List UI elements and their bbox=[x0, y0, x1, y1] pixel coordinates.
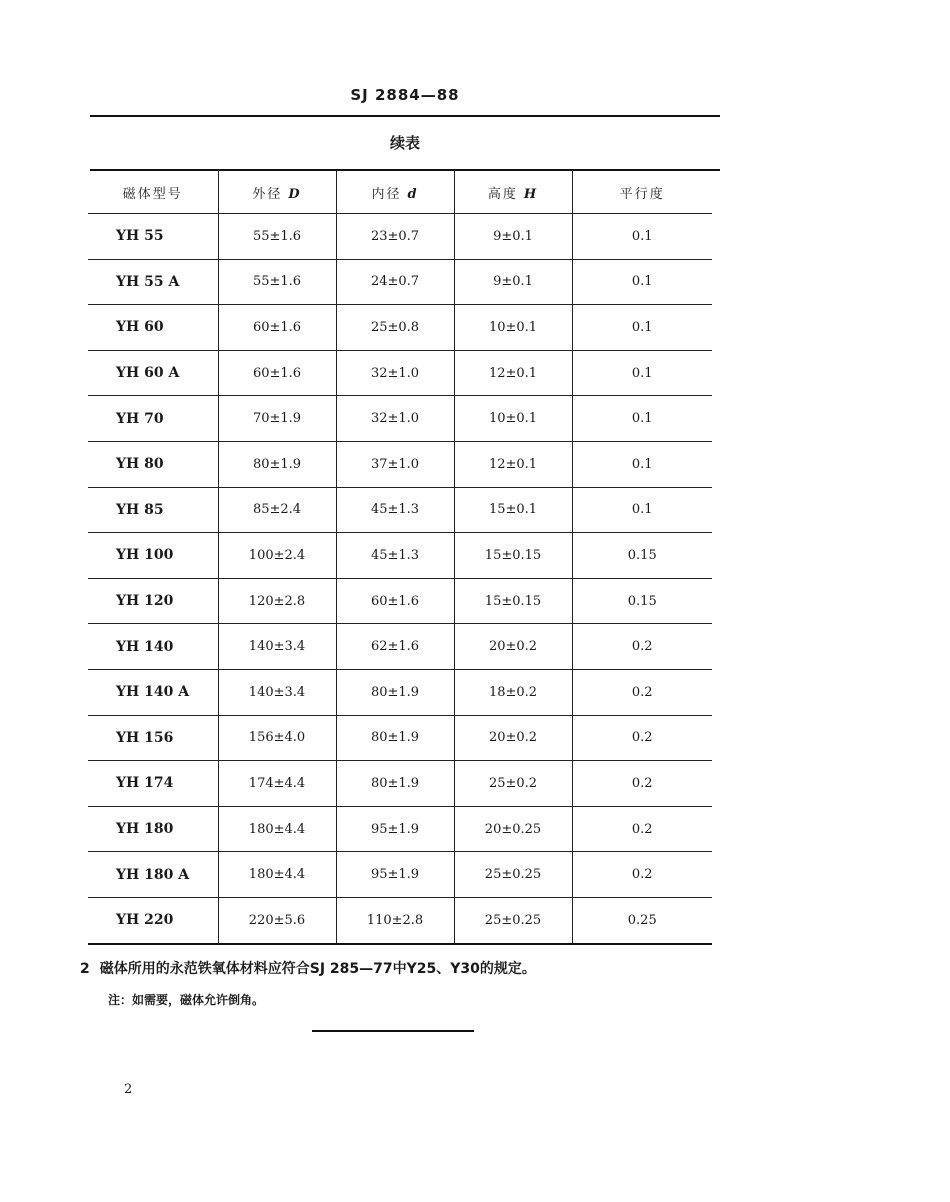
table-cell: 180±4.4 bbox=[218, 852, 336, 898]
magnet-model-cell: YH 85 bbox=[88, 487, 218, 533]
table-cell: 0.25 bbox=[572, 897, 712, 943]
magnet-model-cell: YH 55 bbox=[88, 214, 218, 260]
table-cell: 0.15 bbox=[572, 578, 712, 624]
magnet-model-cell: YH 120 bbox=[88, 578, 218, 624]
table-cell: 24±0.7 bbox=[336, 259, 454, 305]
magnet-model-cell: YH 100 bbox=[88, 533, 218, 579]
magnet-model-cell: YH 70 bbox=[88, 396, 218, 442]
table-cell: 0.2 bbox=[572, 806, 712, 852]
column-header bbox=[454, 171, 572, 214]
table-cell: 20±0.2 bbox=[454, 624, 572, 670]
table-cell: 0.1 bbox=[572, 214, 712, 260]
table-cell: 9±0.1 bbox=[454, 214, 572, 260]
table-row bbox=[88, 852, 712, 898]
magnet-model-cell: YH 180 bbox=[88, 806, 218, 852]
table-row bbox=[88, 578, 712, 624]
table-cell: 62±1.6 bbox=[336, 624, 454, 670]
magnet-model-cell: YH 174 bbox=[88, 761, 218, 807]
table-cell: 23±0.7 bbox=[336, 214, 454, 260]
table-cell: 0.2 bbox=[572, 761, 712, 807]
table-cell: 15±0.15 bbox=[454, 578, 572, 624]
table-cell: 80±1.9 bbox=[336, 761, 454, 807]
table-row bbox=[88, 806, 712, 852]
table-cell: 15±0.1 bbox=[454, 487, 572, 533]
table-row bbox=[88, 761, 712, 807]
table-cell: 37±1.0 bbox=[336, 441, 454, 487]
table-cell: 0.15 bbox=[572, 533, 712, 579]
table-row bbox=[88, 669, 712, 715]
column-header bbox=[572, 171, 712, 214]
table-cell: 55±1.6 bbox=[218, 214, 336, 260]
magnet-model-cell: YH 140 A bbox=[88, 669, 218, 715]
magnet-model-cell: YH 60 A bbox=[88, 350, 218, 396]
table-cell: 70±1.9 bbox=[218, 396, 336, 442]
column-header-label: 内径 bbox=[371, 186, 402, 202]
table-header-row bbox=[88, 171, 712, 214]
table-cell: 15±0.15 bbox=[454, 533, 572, 579]
magnet-model-cell: YH 220 bbox=[88, 897, 218, 943]
end-rule bbox=[312, 1030, 474, 1032]
table-cell: 45±1.3 bbox=[336, 533, 454, 579]
table-cell: 9±0.1 bbox=[454, 259, 572, 305]
table-continued-label: 续表 bbox=[389, 134, 420, 152]
table-cell: 85±2.4 bbox=[218, 487, 336, 533]
table-cell: 32±1.0 bbox=[336, 396, 454, 442]
table-cell: 45±1.3 bbox=[336, 487, 454, 533]
table-row bbox=[88, 441, 712, 487]
table-row bbox=[88, 897, 712, 943]
table-cell: 12±0.1 bbox=[454, 441, 572, 487]
magnet-model-cell: YH 60 bbox=[88, 305, 218, 351]
column-header-label: 高度 bbox=[487, 186, 518, 202]
table-cell: 0.1 bbox=[572, 305, 712, 351]
clause-text: 磁体所用的永范铁氧体材料应符合SJ 285—77中Y25、Y30的规定。 bbox=[99, 961, 536, 977]
column-header bbox=[218, 171, 336, 214]
table-cell: 180±4.4 bbox=[218, 806, 336, 852]
table-cell: 156±4.0 bbox=[218, 715, 336, 761]
table-cell: 60±1.6 bbox=[218, 350, 336, 396]
clause-2 bbox=[80, 958, 780, 978]
table-cell: 32±1.0 bbox=[336, 350, 454, 396]
table-cell: 10±0.1 bbox=[454, 396, 572, 442]
table-cell: 80±1.9 bbox=[336, 715, 454, 761]
table-cell: 0.2 bbox=[572, 624, 712, 670]
table-row bbox=[88, 624, 712, 670]
table-cell: 140±3.4 bbox=[218, 624, 336, 670]
table-cell: 95±1.9 bbox=[336, 806, 454, 852]
note-text: 注：如需要，磁体允许倒角。 bbox=[108, 993, 265, 1007]
magnet-spec-table bbox=[88, 171, 712, 945]
column-header-variable: D bbox=[288, 186, 302, 202]
table-cell: 0.2 bbox=[572, 852, 712, 898]
table-cell: 0.2 bbox=[572, 715, 712, 761]
column-header bbox=[88, 171, 218, 214]
table-cell: 25±0.8 bbox=[336, 305, 454, 351]
table-cell: 0.1 bbox=[572, 487, 712, 533]
table-cell: 0.1 bbox=[572, 441, 712, 487]
page-number: 2 bbox=[124, 1082, 133, 1097]
table-row bbox=[88, 350, 712, 396]
table-cell: 0.2 bbox=[572, 669, 712, 715]
magnet-model-cell: YH 156 bbox=[88, 715, 218, 761]
table-cell: 110±2.8 bbox=[336, 897, 454, 943]
table-row bbox=[88, 715, 712, 761]
table-cell: 0.1 bbox=[572, 350, 712, 396]
table-cell: 95±1.9 bbox=[336, 852, 454, 898]
column-header-variable: d bbox=[407, 186, 419, 202]
table-cell: 60±1.6 bbox=[218, 305, 336, 351]
table-cell: 140±3.4 bbox=[218, 669, 336, 715]
table-cell: 220±5.6 bbox=[218, 897, 336, 943]
table-cell: 18±0.2 bbox=[454, 669, 572, 715]
table-cell: 25±0.2 bbox=[454, 761, 572, 807]
table-cell: 80±1.9 bbox=[218, 441, 336, 487]
magnet-model-cell: YH 180 A bbox=[88, 852, 218, 898]
table-row bbox=[88, 533, 712, 579]
table-cell: 12±0.1 bbox=[454, 350, 572, 396]
table-header bbox=[88, 171, 712, 214]
table-cell: 174±4.4 bbox=[218, 761, 336, 807]
table-cell: 20±0.25 bbox=[454, 806, 572, 852]
table-cell: 80±1.9 bbox=[336, 669, 454, 715]
magnet-model-cell: YH 80 bbox=[88, 441, 218, 487]
column-header-label: 外径 bbox=[252, 186, 283, 202]
table-cell: 120±2.8 bbox=[218, 578, 336, 624]
table-cell: 20±0.2 bbox=[454, 715, 572, 761]
table-cell: 0.1 bbox=[572, 396, 712, 442]
column-header-label: 平行度 bbox=[619, 186, 665, 202]
table-cell: 55±1.6 bbox=[218, 259, 336, 305]
column-header-variable: H bbox=[523, 186, 539, 202]
table-row bbox=[88, 214, 712, 260]
magnet-model-cell: YH 55 A bbox=[88, 259, 218, 305]
header-rule bbox=[90, 115, 720, 117]
table-row bbox=[88, 396, 712, 442]
table-row bbox=[88, 305, 712, 351]
document-code: SJ 2884—88 bbox=[350, 86, 460, 104]
magnet-model-cell: YH 140 bbox=[88, 624, 218, 670]
table-cell: 25±0.25 bbox=[454, 897, 572, 943]
clause-number: 2 bbox=[80, 961, 90, 977]
table-row bbox=[88, 487, 712, 533]
table-cell: 60±1.6 bbox=[336, 578, 454, 624]
table-cell: 25±0.25 bbox=[454, 852, 572, 898]
column-header-label: 磁体型号 bbox=[122, 186, 183, 202]
table-row bbox=[88, 259, 712, 305]
table-body bbox=[88, 214, 712, 944]
column-header bbox=[336, 171, 454, 214]
table-cell: 100±2.4 bbox=[218, 533, 336, 579]
table-cell: 0.1 bbox=[572, 259, 712, 305]
table-cell: 10±0.1 bbox=[454, 305, 572, 351]
